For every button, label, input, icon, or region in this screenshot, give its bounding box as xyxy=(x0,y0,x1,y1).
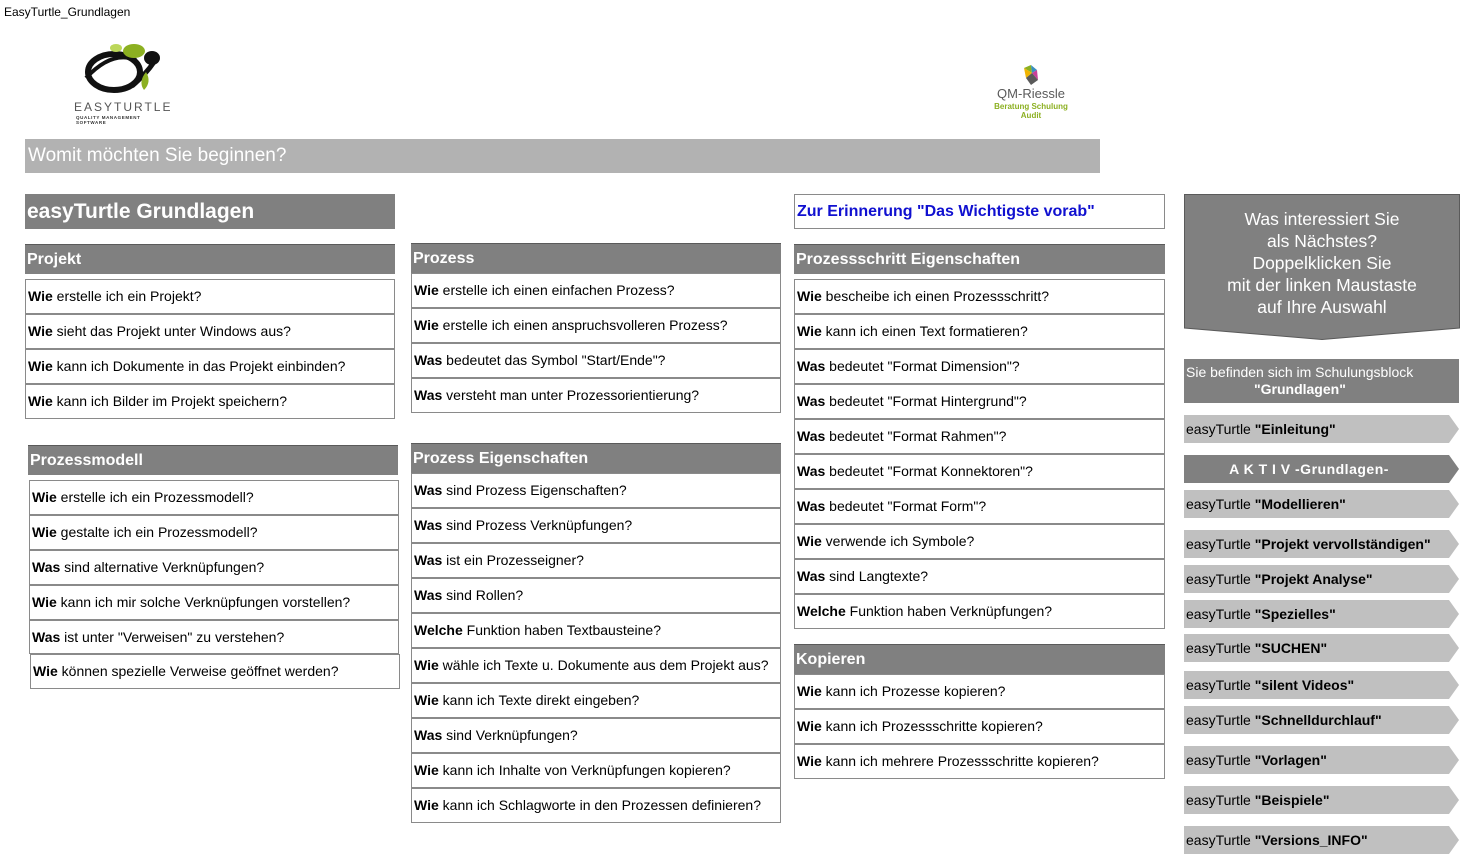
nav-item[interactable] xyxy=(1184,634,1459,662)
topic-text: erstelle ich ein Projekt? xyxy=(52,288,202,304)
nav-item-label: A K T I V -Grundlagen- xyxy=(1229,461,1389,477)
topic-link[interactable] xyxy=(411,543,781,578)
nav-prefix: easyTurtle xyxy=(1186,832,1255,848)
nav-block-name: "Versions_INFO" xyxy=(1254,832,1368,848)
location-label: Sie befinden sich im Schulungsblock xyxy=(1186,364,1414,380)
section-header-projekt: Projekt xyxy=(25,244,395,274)
topic-question-word: Wie xyxy=(28,358,53,374)
nav-prefix: easyTurtle xyxy=(1186,606,1255,622)
topic-link[interactable] xyxy=(25,384,395,419)
callout-line: als Nächstes? xyxy=(1267,231,1377,251)
easyturtle-wordmark: EASYTURTLE xyxy=(74,100,173,114)
topic-text: bedeutet "Format Hintergrund"? xyxy=(825,393,1027,409)
section-header-prozess: Prozess xyxy=(411,243,781,273)
topic-question-word: Wie xyxy=(797,683,822,699)
topic-text: versteht man unter Prozessorientierung? xyxy=(442,387,700,403)
callout-line: Doppelklicken Sie xyxy=(1252,253,1392,273)
topic-text: Funktion haben Verknüpfungen? xyxy=(845,603,1053,619)
nav-item-label xyxy=(1186,600,1336,628)
topic-text: kann ich mehrere Prozessschritte kopieren? xyxy=(821,753,1099,769)
topic-link[interactable] xyxy=(794,709,1165,744)
callout-text xyxy=(1184,208,1460,318)
topic-link[interactable] xyxy=(411,343,781,378)
start-banner: Womit möchten Sie beginnen? xyxy=(25,139,1100,173)
topic-text: kann ich Schlagworte in den Prozessen definieren? xyxy=(438,797,761,813)
nav-item[interactable] xyxy=(1184,600,1459,628)
topic-question-word: Was xyxy=(797,428,826,444)
nav-block-name: "silent Videos" xyxy=(1254,677,1355,693)
nav-block-name: "Einleitung" xyxy=(1254,421,1336,437)
topic-link[interactable] xyxy=(794,674,1165,709)
nav-item[interactable] xyxy=(1184,415,1459,443)
topic-link[interactable] xyxy=(29,515,399,550)
nav-item[interactable] xyxy=(1184,826,1459,854)
topic-text: sind Verknüpfungen? xyxy=(442,727,578,743)
callout-line: auf Ihre Auswahl xyxy=(1257,297,1387,317)
topic-link[interactable] xyxy=(411,273,781,308)
easyturtle-tagline: QUALITY MANAGEMENT SOFTWARE xyxy=(76,115,141,125)
nav-item-active[interactable] xyxy=(1184,455,1459,483)
topic-text: Funktion haben Textbausteine? xyxy=(462,622,661,638)
nav-block-name: "Spezielles" xyxy=(1254,606,1336,622)
topic-link[interactable] xyxy=(411,648,781,683)
nav-prefix: easyTurtle xyxy=(1186,536,1255,552)
nav-block-name: "Projekt Analyse" xyxy=(1254,571,1373,587)
topic-link[interactable] xyxy=(25,314,395,349)
topic-link[interactable] xyxy=(411,473,781,508)
section-header-prozessmodell: Prozessmodell xyxy=(28,445,398,475)
nav-item-label xyxy=(1186,530,1431,558)
turtle-logo-icon xyxy=(72,38,172,100)
topic-question-word: Was xyxy=(797,393,826,409)
current-block-indicator xyxy=(1184,359,1459,403)
topic-link[interactable] xyxy=(794,489,1165,524)
topic-text: kann ich Bilder im Projekt speichern? xyxy=(52,393,288,409)
topic-link[interactable] xyxy=(29,480,399,515)
topic-text: wähle ich Texte u. Dokumente aus dem Projekt aus? xyxy=(438,657,769,673)
nav-item-label xyxy=(1186,826,1368,854)
topic-link[interactable] xyxy=(411,378,781,413)
topic-question-word: Was xyxy=(414,517,443,533)
topic-question-word: Welche xyxy=(414,622,463,638)
topic-question-word: Was xyxy=(797,568,826,584)
nav-prefix: easyTurtle xyxy=(1186,421,1255,437)
topic-question-word: Wie xyxy=(28,288,53,304)
topic-text: kann ich Texte direkt eingeben? xyxy=(438,692,640,708)
topic-text: sind Prozess Eigenschaften? xyxy=(442,482,627,498)
next-steps-callout xyxy=(1184,194,1460,340)
nav-item[interactable] xyxy=(1184,490,1459,518)
topic-question-word: Was xyxy=(414,482,443,498)
topic-question-word: Wie xyxy=(797,288,822,304)
topic-text: bescheibe ich einen Prozessschritt? xyxy=(821,288,1050,304)
topic-link[interactable] xyxy=(794,419,1165,454)
topic-question-word: Wie xyxy=(414,317,439,333)
nav-block-name: "SUCHEN" xyxy=(1254,640,1328,656)
topic-link[interactable] xyxy=(30,654,400,689)
topic-text: kann ich Prozesse kopieren? xyxy=(821,683,1006,699)
topic-text: ist unter "Verweisen" zu verstehen? xyxy=(60,629,285,645)
section-header-prozess-eigenschaften: Prozess Eigenschaften xyxy=(411,443,781,473)
topic-question-word: Wie xyxy=(33,663,58,679)
topic-link[interactable] xyxy=(794,279,1165,314)
topic-question-word: Wie xyxy=(797,753,822,769)
easyturtle-logo xyxy=(72,38,173,125)
nav-item[interactable] xyxy=(1184,786,1459,814)
nav-item-label xyxy=(1186,634,1327,662)
topic-link[interactable] xyxy=(411,683,781,718)
nav-item[interactable] xyxy=(1184,565,1459,593)
topic-text: verwende ich Symbole? xyxy=(821,533,975,549)
topic-text: ist ein Prozesseigner? xyxy=(442,552,584,568)
topic-link[interactable] xyxy=(411,508,781,543)
reminder-link[interactable]: Zur Erinnerung "Das Wichtigste vorab" xyxy=(794,194,1165,229)
topic-text: kann ich Prozessschritte kopieren? xyxy=(821,718,1043,734)
topic-question-word: Was xyxy=(414,387,443,403)
nav-prefix: easyTurtle xyxy=(1186,712,1255,728)
topic-question-word: Was xyxy=(414,727,443,743)
topic-question-word: Wie xyxy=(28,393,53,409)
qm-riessle-tagline: Beratung Schulung Audit xyxy=(994,102,1068,120)
topic-link[interactable] xyxy=(411,613,781,648)
topic-text: kann ich mir solche Verknüpfungen vorstellen? xyxy=(56,594,351,610)
topic-question-word: Was xyxy=(414,352,443,368)
topic-question-word: Was xyxy=(797,358,826,374)
topic-link[interactable] xyxy=(411,788,781,823)
qm-riessle-name: QM-Riessle xyxy=(997,86,1065,101)
topic-question-word: Wie xyxy=(414,657,439,673)
nav-item[interactable] xyxy=(1184,671,1459,699)
topic-text: erstelle ich einen einfachen Prozess? xyxy=(438,282,675,298)
topic-question-word: Was xyxy=(32,629,61,645)
topic-question-word: Wie xyxy=(797,533,822,549)
topic-question-word: Wie xyxy=(414,692,439,708)
nav-prefix: easyTurtle xyxy=(1186,496,1255,512)
nav-item-label xyxy=(1186,565,1373,593)
topic-link[interactable] xyxy=(411,308,781,343)
section-header-kopieren: Kopieren xyxy=(794,644,1165,674)
topic-question-word: Was xyxy=(414,587,443,603)
callout-line: mit der linken Maustaste xyxy=(1227,275,1417,295)
nav-prefix: easyTurtle xyxy=(1186,640,1255,656)
topic-text: gestalte ich ein Prozessmodell? xyxy=(56,524,258,540)
nav-block-name: "Modellieren" xyxy=(1254,496,1346,512)
topic-question-word: Wie xyxy=(32,489,57,505)
topic-question-word: Wie xyxy=(28,323,53,339)
topic-question-word: Wie xyxy=(414,282,439,298)
topic-question-word: Was xyxy=(414,552,443,568)
topic-question-word: Wie xyxy=(32,594,57,610)
topic-text: bedeutet "Format Konnektoren"? xyxy=(825,463,1033,479)
topic-text: sind Langtexte? xyxy=(825,568,929,584)
topic-link[interactable] xyxy=(29,585,399,620)
callout-line: Was interessiert Sie xyxy=(1244,209,1400,229)
qm-riessle-logo xyxy=(984,64,1078,120)
nav-item-label xyxy=(1186,706,1382,734)
nav-prefix: easyTurtle xyxy=(1186,571,1255,587)
topic-text: bedeutet "Format Form"? xyxy=(825,498,987,514)
nav-block-name: "Beispiele" xyxy=(1254,792,1330,808)
topic-question-word: Welche xyxy=(797,603,846,619)
topic-link[interactable] xyxy=(794,384,1165,419)
topic-link[interactable] xyxy=(794,594,1165,629)
topic-link[interactable] xyxy=(25,279,395,314)
nav-block-name: "Projekt vervollständigen" xyxy=(1254,536,1431,552)
topic-question-word: Wie xyxy=(32,524,57,540)
topic-text: sind Rollen? xyxy=(442,587,524,603)
topic-text: bedeutet das Symbol "Start/Ende"? xyxy=(442,352,666,368)
topic-question-word: Was xyxy=(32,559,61,575)
topic-question-word: Wie xyxy=(797,718,822,734)
topic-text: können spezielle Verweise geöffnet werden? xyxy=(57,663,339,679)
nav-item[interactable] xyxy=(1184,530,1459,558)
topic-link[interactable] xyxy=(29,550,399,585)
topic-link[interactable] xyxy=(794,314,1165,349)
topic-link[interactable] xyxy=(794,524,1165,559)
window-title: EasyTurtle_Grundlagen xyxy=(4,5,131,19)
location-block-name: "Grundlagen" xyxy=(1254,381,1346,397)
topic-link[interactable] xyxy=(411,718,781,753)
nav-prefix: easyTurtle xyxy=(1186,792,1255,808)
nav-item-label xyxy=(1186,746,1327,774)
nav-item-label xyxy=(1186,415,1336,443)
nav-prefix: easyTurtle xyxy=(1186,752,1255,768)
section-header-prozessschritt: Prozessschritt Eigenschaften xyxy=(794,244,1165,274)
topic-question-word: Wie xyxy=(414,797,439,813)
topic-text: erstelle ich ein Prozessmodell? xyxy=(56,489,254,505)
nav-item[interactable] xyxy=(1184,746,1459,774)
topic-text: bedeutet "Format Dimension"? xyxy=(825,358,1020,374)
page-title: easyTurtle Grundlagen xyxy=(25,194,395,229)
nav-item-label xyxy=(1186,490,1346,518)
topic-link[interactable] xyxy=(794,559,1165,594)
topic-link[interactable] xyxy=(794,454,1165,489)
topic-text: sieht das Projekt unter Windows aus? xyxy=(52,323,291,339)
topic-link[interactable] xyxy=(25,349,395,384)
topic-link[interactable] xyxy=(794,744,1165,779)
topic-text: sind alternative Verknüpfungen? xyxy=(60,559,265,575)
nav-prefix: easyTurtle xyxy=(1186,677,1255,693)
nav-item-label xyxy=(1186,671,1354,699)
topic-question-word: Wie xyxy=(797,323,822,339)
topic-text: kann ich Inhalte von Verknüpfungen kopieren? xyxy=(438,762,731,778)
topic-link[interactable] xyxy=(411,753,781,788)
topic-link[interactable] xyxy=(794,349,1165,384)
topic-question-word: Was xyxy=(797,498,826,514)
nav-item[interactable] xyxy=(1184,706,1459,734)
topic-question-word: Wie xyxy=(414,762,439,778)
nav-block-name: "Schnelldurchlauf" xyxy=(1254,712,1382,728)
topic-text: kann ich einen Text formatieren? xyxy=(821,323,1028,339)
topic-text: bedeutet "Format Rahmen"? xyxy=(825,428,1007,444)
topic-link[interactable] xyxy=(411,578,781,613)
nav-block-name: "Vorlagen" xyxy=(1254,752,1327,768)
topic-text: erstelle ich einen anspruchsvolleren Prozess? xyxy=(438,317,728,333)
nav-item-label xyxy=(1186,786,1330,814)
topic-text: sind Prozess Verknüpfungen? xyxy=(442,517,633,533)
topic-question-word: Was xyxy=(797,463,826,479)
topic-link[interactable] xyxy=(29,620,399,654)
qm-riessle-logo-icon xyxy=(984,64,1078,86)
topic-text: kann ich Dokumente in das Projekt einbinden? xyxy=(52,358,346,374)
